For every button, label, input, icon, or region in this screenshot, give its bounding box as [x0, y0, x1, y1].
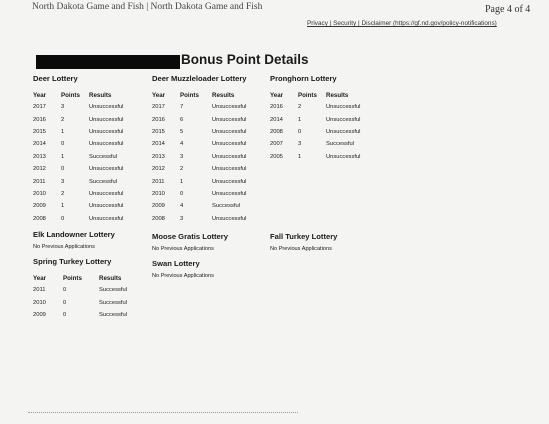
cell-result: Unsuccessful: [212, 104, 247, 111]
pronghorn-lottery-section: [270, 74, 366, 163]
cell-result: Successful: [99, 311, 128, 318]
cell-year: 2007: [270, 141, 283, 148]
cell-year: 2008: [270, 128, 283, 135]
cell-year: 2011: [33, 178, 46, 185]
cell-result: Successful: [99, 299, 128, 306]
cell-result: Unsuccessful: [212, 128, 247, 135]
col-year: Year: [152, 92, 166, 99]
results-table: [152, 90, 258, 225]
cell-year: 2008: [33, 215, 46, 222]
cell-year: 2009: [33, 311, 46, 318]
table-row: [33, 284, 129, 296]
redaction-bar: [36, 55, 180, 69]
cell-result: Unsuccessful: [326, 116, 361, 123]
table-row: [33, 101, 130, 113]
section-title: Fall Turkey Lottery: [270, 232, 338, 241]
table-row: [152, 200, 258, 212]
cell-result: Successful: [99, 287, 128, 294]
cell-year: 2015: [152, 128, 165, 135]
cell-year: 2013: [33, 153, 46, 160]
cell-year: 2017: [152, 104, 165, 111]
cell-result: Unsuccessful: [89, 128, 124, 135]
page-number: Page 4 of 4: [485, 4, 531, 15]
table-row: [33, 151, 130, 163]
swan-lottery-section: [152, 259, 214, 279]
table-row: [152, 188, 258, 200]
cell-year: 2010: [152, 190, 165, 197]
table-row: [270, 151, 366, 163]
cell-year: 2009: [152, 203, 165, 210]
cell-result: Successful: [89, 178, 118, 185]
moose-gratis-lottery-section: [152, 232, 228, 252]
col-year: Year: [33, 275, 47, 282]
no-applications-note: No Previous Applications: [152, 246, 214, 252]
section-title: Pronghorn Lottery: [270, 74, 337, 83]
cell-points: 2: [180, 166, 184, 173]
footer-divider: [28, 412, 298, 414]
table-row: [33, 296, 129, 308]
cell-points: 1: [298, 116, 302, 123]
table-row: [152, 151, 258, 163]
table-row: [33, 175, 130, 187]
cell-year: 2016: [270, 104, 283, 111]
no-applications-note: No Previous Applications: [33, 244, 95, 250]
cell-points: 0: [61, 166, 65, 173]
cell-points: 0: [298, 128, 302, 135]
cell-points: 0: [63, 311, 67, 318]
cell-points: 0: [63, 299, 67, 306]
table-row: [152, 101, 258, 113]
table-row: [33, 163, 130, 175]
col-results: Results: [326, 92, 349, 99]
cell-year: 2009: [33, 203, 46, 210]
cell-points: 0: [180, 190, 184, 197]
cell-points: 4: [180, 203, 184, 210]
col-points: Points: [298, 92, 317, 99]
table-row: [152, 163, 258, 175]
cell-result: Successful: [89, 153, 118, 160]
cell-result: Unsuccessful: [212, 116, 247, 123]
deer-lottery-section: [33, 74, 130, 225]
cell-result: Unsuccessful: [326, 153, 361, 160]
cell-year: 2013: [152, 153, 165, 160]
cell-result: Successful: [326, 141, 355, 148]
col-year: Year: [270, 92, 284, 99]
table-row: [33, 113, 130, 125]
no-applications-note: No Previous Applications: [152, 273, 214, 279]
section-title: Moose Gratis Lottery: [152, 232, 228, 241]
table-row: [270, 126, 366, 138]
cell-result: Unsuccessful: [89, 116, 124, 123]
table-row: [270, 101, 366, 113]
elk-landowner-lottery-section: [33, 230, 115, 250]
cell-year: 2011: [33, 287, 46, 294]
col-results: Results: [89, 92, 112, 99]
cell-result: Successful: [212, 203, 241, 210]
cell-result: Unsuccessful: [89, 215, 124, 222]
table-row: [152, 138, 258, 150]
table-row: [33, 188, 130, 200]
cell-points: 1: [61, 128, 65, 135]
col-points: Points: [180, 92, 199, 99]
cell-points: 3: [61, 178, 65, 185]
policy-links[interactable]: Privacy | Security | Disclaimer (https://gf.nd.gov/policy-notifications): [307, 20, 497, 27]
results-table: [33, 90, 130, 225]
cell-result: Unsuccessful: [212, 141, 247, 148]
cell-result: Unsuccessful: [326, 104, 361, 111]
table-row: [270, 113, 366, 125]
cell-result: Unsuccessful: [89, 141, 124, 148]
table-row: [33, 213, 130, 225]
cell-result: Unsuccessful: [212, 215, 247, 222]
cell-year: 2016: [33, 116, 46, 123]
cell-points: 0: [61, 215, 65, 222]
cell-points: 3: [180, 215, 184, 222]
cell-year: 2012: [33, 166, 46, 173]
cell-year: 2014: [270, 116, 283, 123]
cell-year: 2005: [270, 153, 283, 160]
col-results: Results: [99, 275, 122, 282]
col-points: Points: [61, 92, 80, 99]
cell-points: 2: [61, 116, 65, 123]
cell-points: 3: [61, 104, 65, 111]
cell-result: Unsuccessful: [212, 166, 247, 173]
no-applications-note: No Previous Applications: [270, 246, 332, 252]
table-row: [152, 213, 258, 225]
spring-turkey-lottery-section: [33, 257, 129, 321]
col-year: Year: [33, 92, 47, 99]
cell-result: Unsuccessful: [89, 166, 124, 173]
cell-year: 2011: [152, 178, 165, 185]
section-title: Swan Lottery: [152, 259, 200, 268]
section-title: Spring Turkey Lottery: [33, 257, 112, 266]
cell-points: 1: [61, 153, 65, 160]
cell-points: 5: [180, 128, 184, 135]
cell-points: 0: [63, 287, 67, 294]
cell-points: 3: [180, 153, 184, 160]
cell-points: 3: [298, 141, 302, 148]
cell-result: Unsuccessful: [212, 190, 247, 197]
cell-result: Unsuccessful: [89, 203, 124, 210]
cell-points: 1: [61, 203, 65, 210]
cell-points: 6: [180, 116, 184, 123]
cell-year: 2014: [152, 141, 165, 148]
section-title: Deer Lottery: [33, 74, 78, 83]
cell-year: 2015: [33, 128, 46, 135]
cell-points: 2: [298, 104, 302, 111]
cell-result: Unsuccessful: [212, 178, 247, 185]
cell-year: 2010: [33, 190, 46, 197]
section-title: Elk Landowner Lottery: [33, 230, 115, 239]
header-title: North Dakota Game and Fish | North Dakota Game and Fish: [32, 2, 263, 12]
col-points: Points: [63, 275, 82, 282]
cell-points: 0: [61, 141, 65, 148]
table-row: [33, 200, 130, 212]
cell-year: 2012: [152, 166, 165, 173]
table-row: [152, 175, 258, 187]
cell-points: 7: [180, 104, 184, 111]
cell-points: 4: [180, 141, 184, 148]
cell-result: Unsuccessful: [326, 128, 361, 135]
section-title: Deer Muzzleloader Lottery: [152, 74, 247, 83]
cell-result: Unsuccessful: [212, 153, 247, 160]
cell-result: Unsuccessful: [89, 104, 124, 111]
deer-muzzleloader-lottery-section: [152, 74, 258, 225]
col-results: Results: [212, 92, 235, 99]
table-row: [33, 138, 130, 150]
cell-points: 1: [298, 153, 302, 160]
results-table: [33, 273, 129, 321]
results-table: [270, 90, 366, 163]
cell-points: 2: [61, 190, 65, 197]
cell-result: Unsuccessful: [89, 190, 124, 197]
cell-year: 2010: [33, 299, 46, 306]
cell-points: 1: [180, 178, 184, 185]
table-row: [152, 126, 258, 138]
cell-year: 2014: [33, 141, 46, 148]
table-row: [33, 309, 129, 321]
page-title: Bonus Point Details: [181, 52, 309, 67]
table-row: [33, 126, 130, 138]
fall-turkey-lottery-section: [270, 232, 337, 252]
cell-year: 2017: [33, 104, 46, 111]
table-row: [270, 138, 366, 150]
cell-year: 2016: [152, 116, 165, 123]
table-row: [152, 113, 258, 125]
cell-year: 2008: [152, 215, 165, 222]
